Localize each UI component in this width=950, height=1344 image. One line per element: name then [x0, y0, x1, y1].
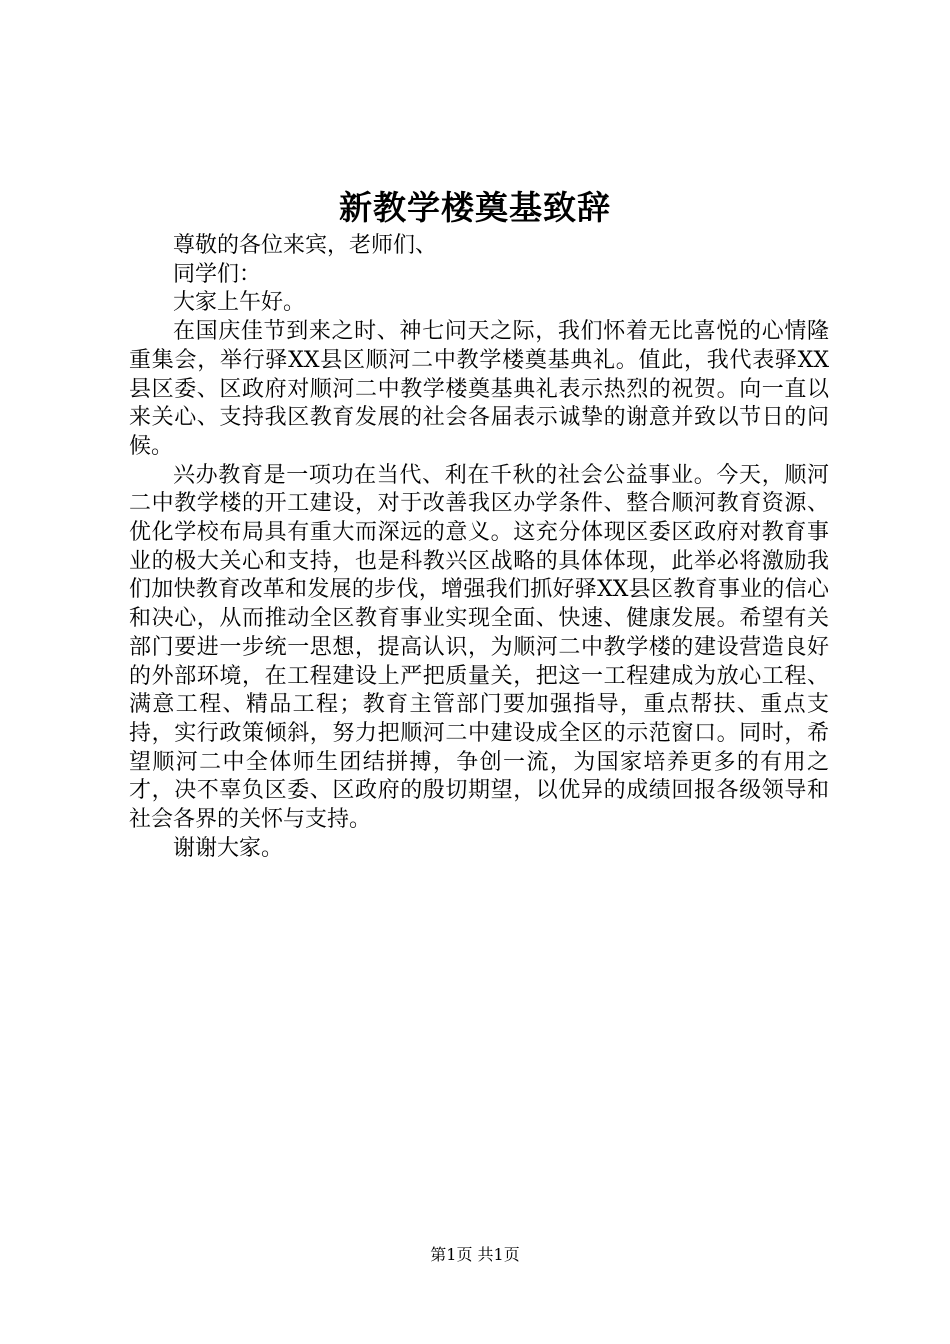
- page-number-footer: 第1页 共1页: [430, 1245, 520, 1264]
- greeting-paragraph: 大家上午好。: [173, 290, 306, 316]
- document-title: 新教学楼奠基致辞: [339, 188, 611, 227]
- body-paragraph-1: 在国庆佳节到来之时、神七问天之际，我们怀着无比喜悦的心情隆重集会，举行驿XX县区顺河二中教学楼奠基典礼。值此，我代表驿XX县区委、区政府对顺河二中教学楼奠基典礼表示热烈的祝贺。向一直以来关心、支持我区教育发展的社会各届表示诚挚的谢意并致以节日的问候。: [129, 319, 829, 459]
- closing-paragraph: 谢谢大家。: [173, 835, 284, 861]
- salutation-line-2: 同学们：: [173, 261, 262, 287]
- salutation-line-1: 尊敬的各位来宾，老师们、: [173, 233, 438, 258]
- document-body: [129, 232, 829, 863]
- body-paragraph-2: 兴办教育是一项功在当代、利在千秋的社会公益事业。今天，顺河二中教学楼的开工建设，对于改善我区办学条件、整合顺河教育资源、优化学校布局具有重大而深远的意义。这充分体现区委区政府对教育事业的极大关心和支持，也是科教兴区战略的具体体现，此举必将激励我们加快教育改革和发展的步伐，增强我们抓好驿XX县区教育事业的信心和决心，从而推动全区教育事业实现全面、快速、健康发展。希望有关部门要进一步统一思想，提高认识，为顺河二中教学楼的建设营造良好的外部环境，在工程建设上严把质量关，把这一工程建成为放心工程、满意工程、精品工程；教育主管部门要加强指导，重点帮扶、重点支持，实行政策倾斜，努力把顺河二中建设成全区的示范窗口。同时，希望顺河二中全体师生团结拼搏，争创一流，为国家培养更多的有用之才，决不辜负区委、区政府的殷切期望，以优异的成绩回报各级领导和社会各界的关怀与支持。: [129, 462, 829, 833]
